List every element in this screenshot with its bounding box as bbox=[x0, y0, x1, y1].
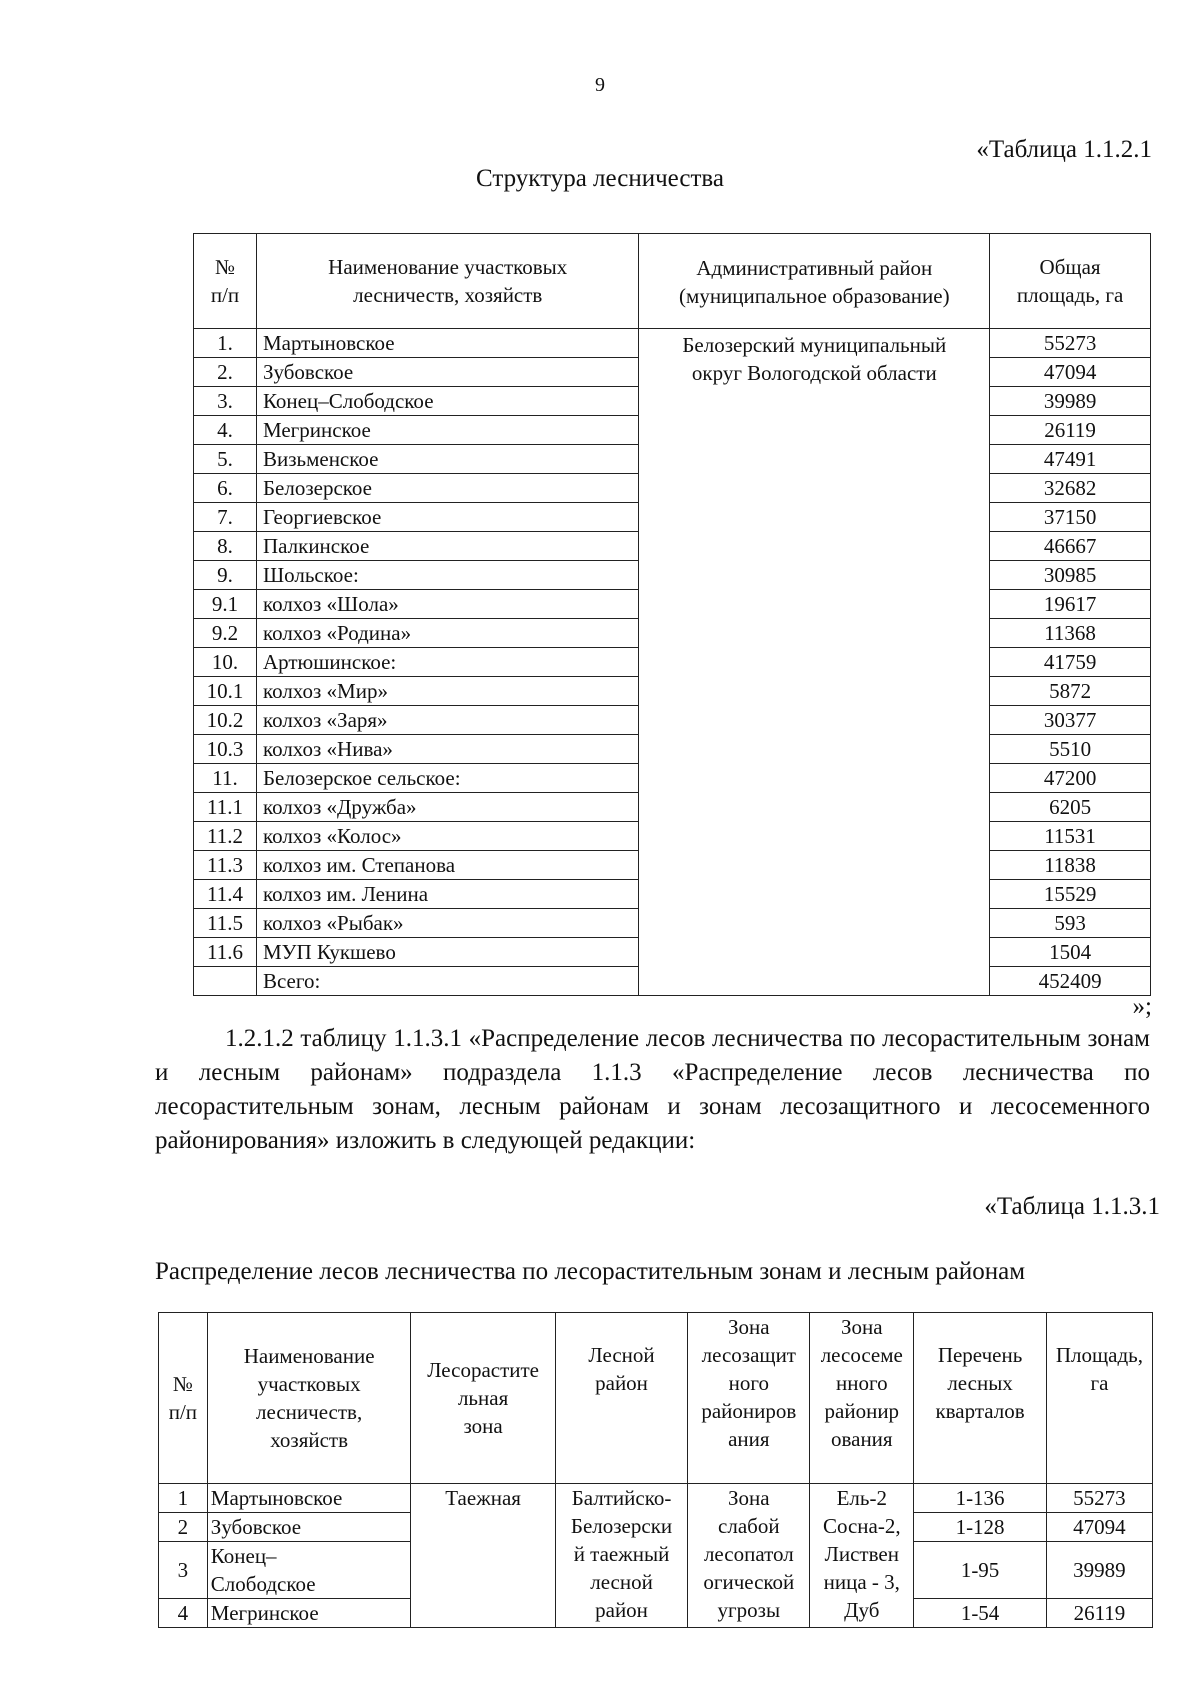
row-number: 6. bbox=[194, 474, 257, 503]
row-area: 5872 bbox=[990, 677, 1151, 706]
district-cell: Белозерский муниципальный округ Вологодской области bbox=[639, 329, 990, 996]
t2-header-zone: Лесорастите льная зона bbox=[411, 1313, 555, 1484]
t2-cell-area: 26119 bbox=[1046, 1599, 1152, 1628]
row-name: Палкинское bbox=[256, 532, 639, 561]
t2-cell-name: Мегринское bbox=[207, 1599, 411, 1628]
t2-header-name: Наименование участковых лесничеств, хозяйств bbox=[207, 1313, 411, 1484]
row-number: 7. bbox=[194, 503, 257, 532]
row-number: 2. bbox=[194, 358, 257, 387]
t2-cell-area: 47094 bbox=[1046, 1513, 1152, 1542]
row-number: 10.1 bbox=[194, 677, 257, 706]
row-name: Зубовское bbox=[256, 358, 639, 387]
row-number: 5. bbox=[194, 445, 257, 474]
row-area: 32682 bbox=[990, 474, 1151, 503]
t2-cell-quarters: 1-128 bbox=[914, 1513, 1047, 1542]
t2-cell-num: 4 bbox=[159, 1599, 208, 1628]
row-number: 11.4 bbox=[194, 880, 257, 909]
row-number bbox=[194, 967, 257, 996]
row-number: 11.6 bbox=[194, 938, 257, 967]
forest-distribution-table bbox=[158, 1312, 1153, 1628]
t2-cell-zone: Таежная bbox=[411, 1484, 555, 1628]
row-name: колхоз «Мир» bbox=[256, 677, 639, 706]
row-name: колхоз им. Ленина bbox=[256, 880, 639, 909]
row-name: Георгиевское bbox=[256, 503, 639, 532]
t2-cell-seed: Ель-2 Сосна-2, Листвен ница - 3, Дуб bbox=[810, 1484, 914, 1628]
row-area: 1504 bbox=[990, 938, 1151, 967]
t2-cell-name: Мартыновское bbox=[207, 1484, 411, 1513]
row-number: 4. bbox=[194, 416, 257, 445]
t2-cell-protect: Зона слабой лесопатол огической угрозы bbox=[688, 1484, 810, 1628]
t2-cell-num: 3 bbox=[159, 1542, 208, 1599]
header-area: Общая площадь, га bbox=[990, 234, 1151, 329]
row-name: колхоз «Нива» bbox=[256, 735, 639, 764]
page-number: 9 bbox=[595, 74, 605, 96]
t2-header-area: Площадь, га bbox=[1046, 1313, 1152, 1484]
row-name: Артюшинское: bbox=[256, 648, 639, 677]
row-name: колхоз им. Степанова bbox=[256, 851, 639, 880]
row-number: 11.1 bbox=[194, 793, 257, 822]
table-row bbox=[194, 329, 1151, 358]
row-number: 10.2 bbox=[194, 706, 257, 735]
row-area: 37150 bbox=[990, 503, 1151, 532]
row-name: Белозерское сельское: bbox=[256, 764, 639, 793]
row-number: 10.3 bbox=[194, 735, 257, 764]
row-area: 46667 bbox=[990, 532, 1151, 561]
row-number: 11.5 bbox=[194, 909, 257, 938]
row-area: 6205 bbox=[990, 793, 1151, 822]
header-num: № п/п bbox=[194, 234, 257, 329]
table1-label: «Таблица 1.1.2.1 bbox=[976, 136, 1152, 163]
t2-cell-quarters: 1-95 bbox=[914, 1542, 1047, 1599]
row-name: колхоз «Заря» bbox=[256, 706, 639, 735]
row-number: 10. bbox=[194, 648, 257, 677]
row-number: 9. bbox=[194, 561, 257, 590]
row-area: 11531 bbox=[990, 822, 1151, 851]
t2-cell-quarters: 1-54 bbox=[914, 1599, 1047, 1628]
row-number: 11.2 bbox=[194, 822, 257, 851]
table2-label: «Таблица 1.1.3.1 bbox=[984, 1193, 1160, 1220]
row-area: 11838 bbox=[990, 851, 1151, 880]
row-number: 9.2 bbox=[194, 619, 257, 648]
t2-cell-name: Конец– Слободское bbox=[207, 1542, 411, 1599]
row-number: 1. bbox=[194, 329, 257, 358]
row-name: колхоз «Колос» bbox=[256, 822, 639, 851]
t2-cell-region: Балтийско- Белозерски й таежный лесной район bbox=[555, 1484, 688, 1628]
header-district: Административный район (муниципальное образование) bbox=[639, 234, 990, 329]
row-area: 47491 bbox=[990, 445, 1151, 474]
row-name: колхоз «Дружба» bbox=[256, 793, 639, 822]
t2-header-protect: Зона лесозащит ного райониров ания bbox=[688, 1313, 810, 1484]
row-number: 11. bbox=[194, 764, 257, 793]
t2-cell-name: Зубовское bbox=[207, 1513, 411, 1542]
row-area: 452409 bbox=[990, 967, 1151, 996]
t2-header-num: № п/п bbox=[159, 1313, 208, 1484]
row-name: колхоз «Родина» bbox=[256, 619, 639, 648]
row-number: 3. bbox=[194, 387, 257, 416]
row-area: 26119 bbox=[990, 416, 1151, 445]
row-area: 47200 bbox=[990, 764, 1151, 793]
t2-cell-quarters: 1-136 bbox=[914, 1484, 1047, 1513]
row-number: 9.1 bbox=[194, 590, 257, 619]
table2-title: Распределение лесов лесничества по лесорастительным зонам и лесным районам bbox=[155, 1258, 1026, 1285]
row-area: 41759 bbox=[990, 648, 1151, 677]
row-area: 5510 bbox=[990, 735, 1151, 764]
t2-header-seed: Зона лесосеме нного районир ования bbox=[810, 1313, 914, 1484]
row-area: 39989 bbox=[990, 387, 1151, 416]
row-area: 30377 bbox=[990, 706, 1151, 735]
table-row bbox=[159, 1484, 1153, 1513]
row-area: 11368 bbox=[990, 619, 1151, 648]
amendment-paragraph: 1.2.1.2 таблицу 1.1.3.1 «Распределение лесов лесничества по лесорастительным зонам и лесным районам» подраздела 1.1.3 «Распределение лесов лесничества по лесорастительным зонам, лесным районам и зонам лесозащитного и лесосеменного районирования» изложить в следующей редакции: bbox=[155, 1025, 1150, 1154]
t2-header-region: Лесной район bbox=[555, 1313, 688, 1484]
row-area: 19617 bbox=[990, 590, 1151, 619]
row-name: Мегринское bbox=[256, 416, 639, 445]
t2-cell-num: 1 bbox=[159, 1484, 208, 1513]
row-name: Визьменское bbox=[256, 445, 639, 474]
row-area: 55273 bbox=[990, 329, 1151, 358]
table1-title: Структура лесничества bbox=[476, 165, 724, 192]
t2-cell-area: 55273 bbox=[1046, 1484, 1152, 1513]
table1-header-row bbox=[194, 234, 1151, 329]
row-name: Белозерское bbox=[256, 474, 639, 503]
row-name: МУП Кукшево bbox=[256, 938, 639, 967]
forestry-structure-table bbox=[193, 233, 1151, 996]
row-area: 47094 bbox=[990, 358, 1151, 387]
row-name: Шольское: bbox=[256, 561, 639, 590]
table2-header-row bbox=[159, 1313, 1153, 1484]
row-area: 30985 bbox=[990, 561, 1151, 590]
row-name: Всего: bbox=[256, 967, 639, 996]
row-area: 593 bbox=[990, 909, 1151, 938]
row-name: Конец–Слободское bbox=[256, 387, 639, 416]
row-number: 8. bbox=[194, 532, 257, 561]
row-name: Мартыновское bbox=[256, 329, 639, 358]
t2-cell-num: 2 bbox=[159, 1513, 208, 1542]
row-number: 11.3 bbox=[194, 851, 257, 880]
t2-cell-area: 39989 bbox=[1046, 1542, 1152, 1599]
row-area: 15529 bbox=[990, 880, 1151, 909]
row-name: колхоз «Шола» bbox=[256, 590, 639, 619]
header-name: Наименование участковых лесничеств, хозяйств bbox=[256, 234, 639, 329]
t2-header-quarters: Перечень лесных кварталов bbox=[914, 1313, 1047, 1484]
row-name: колхоз «Рыбак» bbox=[256, 909, 639, 938]
table1-closing: »; bbox=[1132, 993, 1152, 1020]
